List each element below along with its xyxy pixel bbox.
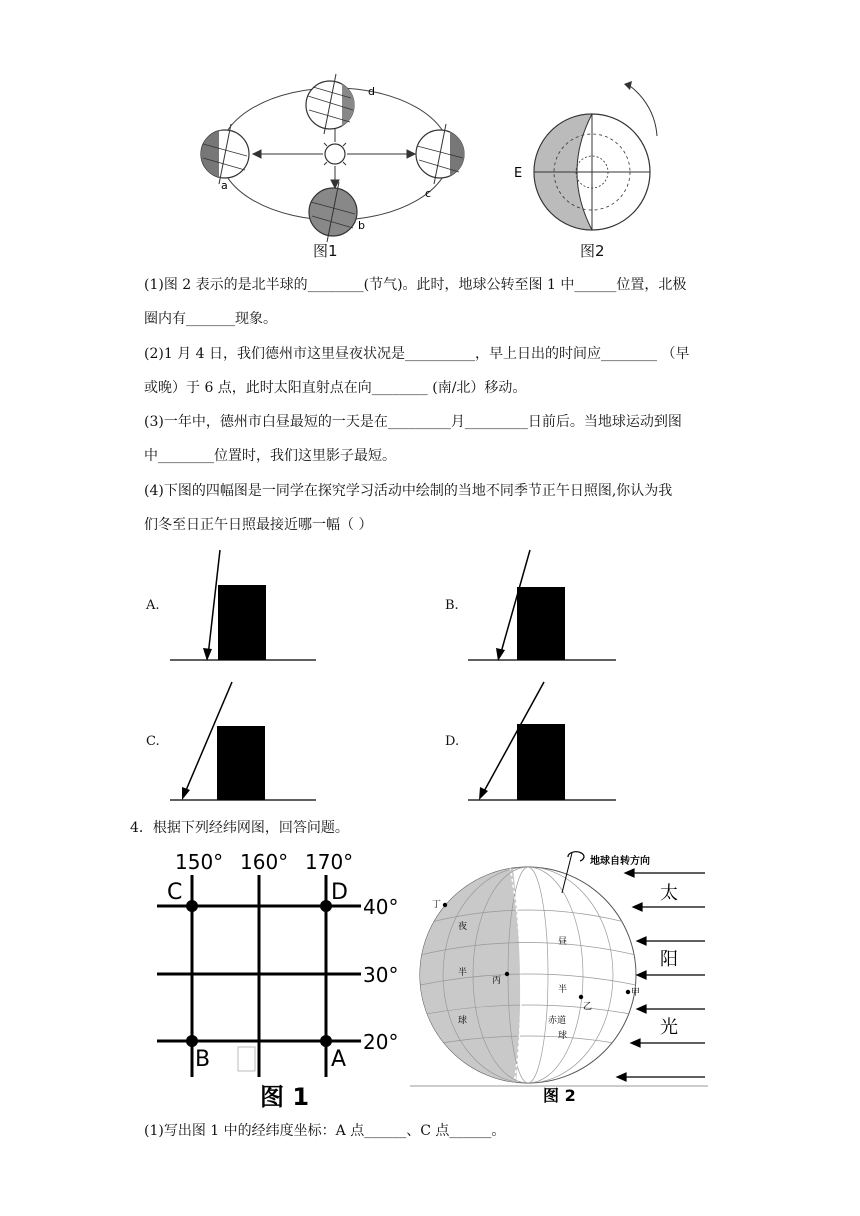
night-label-2: 半 bbox=[458, 968, 468, 978]
point-d-label: D bbox=[331, 880, 348, 905]
night-label-1: 夜 bbox=[458, 922, 468, 932]
day-label-3: 球 bbox=[558, 1031, 568, 1041]
lon-label-150: 150° bbox=[175, 850, 224, 874]
earth-position-b bbox=[309, 182, 365, 242]
point-ding-label: 丁 bbox=[432, 900, 442, 910]
globe-day-night-figure bbox=[410, 845, 710, 1107]
option-b-diagram bbox=[468, 548, 618, 668]
figure-1-revolution-diagram bbox=[195, 72, 495, 252]
earth-position-a bbox=[201, 124, 249, 192]
day-label-2: 半 bbox=[558, 985, 568, 995]
option-a-diagram bbox=[170, 548, 320, 668]
point-c-label: C bbox=[167, 880, 183, 905]
globe-caption: 图 2 bbox=[543, 1086, 576, 1105]
section-4-question-1: (1)写出图 1 中的经纬度坐标：A 点______、C 点______。 bbox=[144, 1123, 506, 1139]
rotation-direction-label: 地球自转方向 bbox=[590, 856, 650, 867]
option-b-label: B. bbox=[445, 598, 459, 613]
question-4-line-2: 们冬至日正午日照最接近哪一幅（ ） bbox=[144, 517, 373, 533]
sun-label-2: 阳 bbox=[660, 949, 678, 970]
label-e: E bbox=[514, 166, 523, 181]
label-c: c bbox=[425, 187, 432, 200]
label-b: b bbox=[358, 219, 365, 232]
question-4-line-1: (4)下图的四幅图是一同学在探究学习活动中绘制的当地不同季节正午日照图,你认为我 bbox=[144, 483, 673, 499]
question-2-line-2: 或晚）于 6 点，此时太阳直射点在向________ (南/北）移动。 bbox=[144, 380, 527, 396]
question-3-line-1: (3)一年中，德州市白昼最短的一天是在_________月_________日前后。当地球运动到图 bbox=[144, 414, 682, 430]
earth-position-d bbox=[306, 74, 354, 134]
question-1-line-1: (1)图 2 表示的是北半球的________(节气)。此时，地球公转至图 1 中______位置，北极 bbox=[144, 277, 687, 293]
option-c-label: C. bbox=[146, 734, 160, 749]
option-c-diagram bbox=[170, 680, 320, 805]
figure-1-caption: 图1 bbox=[313, 242, 338, 260]
equator-label: 赤道 bbox=[548, 1016, 567, 1026]
figure-2-polar-view bbox=[512, 96, 672, 246]
sun-label-1: 太 bbox=[660, 883, 678, 904]
night-label-3: 球 bbox=[458, 1016, 468, 1026]
section-4-title: 4．根据下列经纬网图，回答问题。 bbox=[130, 820, 349, 836]
label-a: a bbox=[221, 179, 228, 192]
lon-label-170: 170° bbox=[305, 850, 354, 874]
question-3-line-2: 中________位置时，我们这里影子最短。 bbox=[144, 448, 396, 464]
question-1-line-2: 圈内有_______现象。 bbox=[144, 311, 277, 327]
label-d: d bbox=[368, 85, 375, 98]
lat-label-20: 20° bbox=[363, 1030, 399, 1054]
lat-label-30: 30° bbox=[363, 963, 399, 987]
sun-icon bbox=[319, 138, 351, 170]
lat-lon-grid-figure bbox=[155, 845, 405, 1111]
point-b-label: B bbox=[195, 1047, 211, 1072]
figure-2-caption: 图2 bbox=[580, 242, 605, 260]
point-a-label: A bbox=[331, 1047, 347, 1072]
point-yi-label: 乙 bbox=[583, 1002, 593, 1012]
point-jia-label: 甲 bbox=[631, 988, 641, 998]
grid-caption: 图 1 bbox=[260, 1083, 310, 1111]
lat-label-40: 40° bbox=[363, 895, 399, 919]
question-2-line-1: (2)1 月 4 日，我们德州市这里昼夜状况是__________，早上日出的时间应________ （早 bbox=[144, 346, 690, 362]
day-label-1: 昼 bbox=[558, 937, 568, 947]
option-a-label: A. bbox=[146, 598, 160, 613]
lon-label-160: 160° bbox=[240, 850, 289, 874]
point-bing-label: 丙 bbox=[492, 976, 502, 986]
option-d-diagram bbox=[468, 680, 618, 805]
earth-position-c bbox=[416, 124, 464, 200]
sun-label-3: 光 bbox=[660, 1017, 678, 1038]
option-d-label: D. bbox=[445, 734, 460, 749]
